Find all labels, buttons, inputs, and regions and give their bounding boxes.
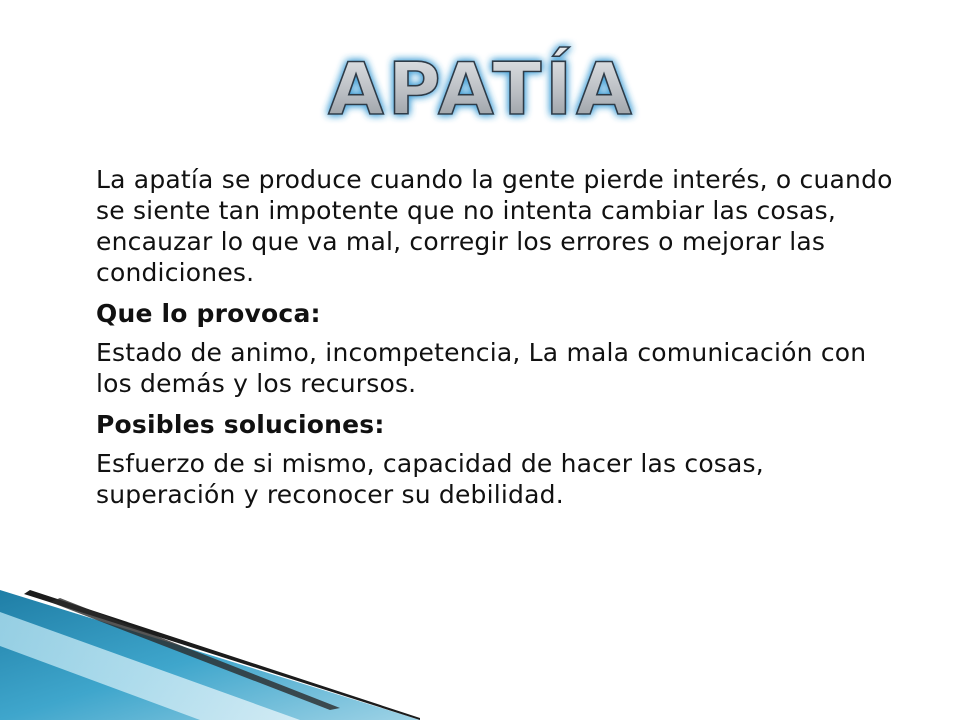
corner-decoration [0, 590, 420, 720]
body-paragraph: La apatía se produce cuando la gente pierde interés, o cuando se siente tan impotente que no intenta cambiar las cosas, encauzar lo que va mal, corregir los errores o mejorar las condiciones. [96, 165, 893, 287]
body-paragraph: Estado de animo, incompetencia, La mala comunicación con los demás y los recursos. [96, 338, 867, 398]
section-heading: Posibles soluciones: [96, 410, 385, 439]
title-wordart [0, 8, 960, 128]
page-title: APATÍA [328, 47, 636, 128]
title-area [0, 8, 960, 128]
slide-body [96, 164, 906, 520]
body-paragraph: Esfuerzo de si mismo, capacidad de hacer las cosas, superación y reconocer su debilidad. [96, 449, 764, 509]
section-heading: Que lo provoca: [96, 299, 321, 328]
